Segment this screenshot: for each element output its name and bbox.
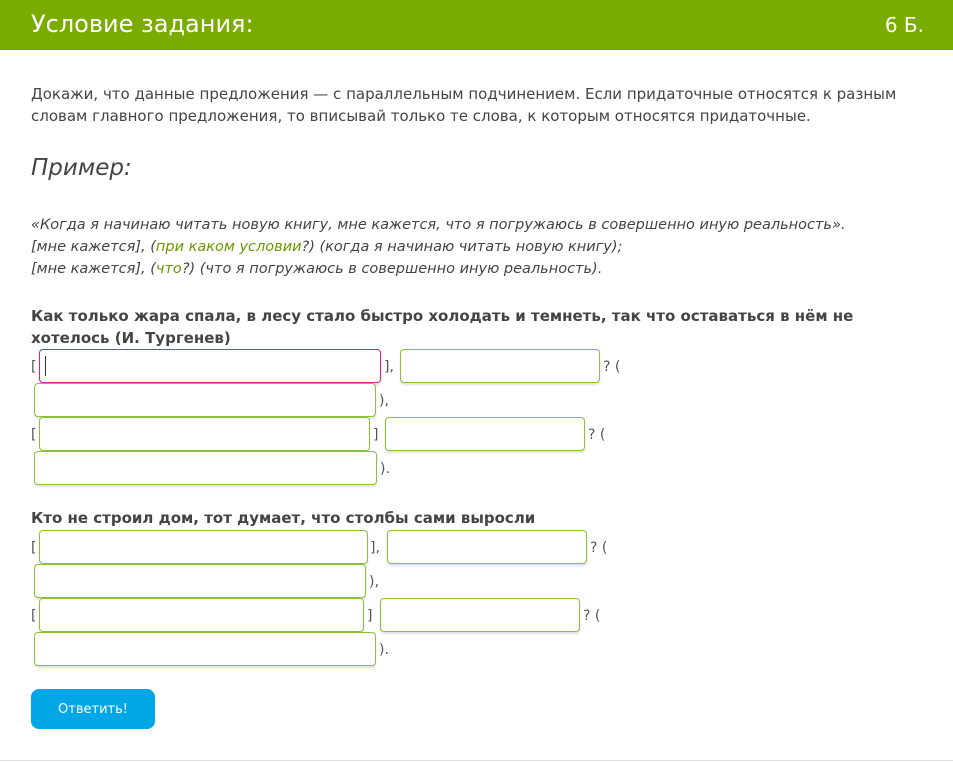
q2-row2-close-bracket: ] xyxy=(367,608,373,624)
q1-row2-open-bracket: [ xyxy=(31,427,37,443)
q1-row1-open-bracket: [ xyxy=(31,359,37,375)
example-block xyxy=(31,214,931,280)
example-line-1-question: при каком условии xyxy=(155,239,302,255)
example-sentence: «Когда я начинаю читать новую книгу, мне кажется, что я погружаюсь в совершенно иную реальность». xyxy=(31,217,846,233)
q2-row1-close-bracket: ], xyxy=(370,540,380,556)
q1-row1-question-mark: ? ( xyxy=(603,359,621,375)
example-heading: Пример: xyxy=(31,155,132,181)
q2-row2-open-bracket: [ xyxy=(31,608,37,624)
q1-row2-end: ). xyxy=(380,461,390,477)
example-line-2-question: что xyxy=(155,261,182,277)
q1-row1-main-clause-input[interactable] xyxy=(39,349,381,383)
q2-row2-main-clause-input[interactable] xyxy=(39,598,364,632)
q1-row1-question-input[interactable] xyxy=(400,349,600,383)
q2-row1-question-input[interactable] xyxy=(387,530,587,564)
task-header xyxy=(0,0,953,50)
question-1-sentence: Как только жара спала, в лесу стало быстро холодать и темнеть, так что оставаться в нём не хотелось (И. Тургенев) xyxy=(31,307,854,347)
q2-row1-end: ), xyxy=(369,574,379,590)
task-title: Условие задания: xyxy=(31,10,254,38)
q2-row2-end: ). xyxy=(379,642,389,658)
task-points: 6 Б. xyxy=(884,13,924,37)
q1-row2-question-input[interactable] xyxy=(385,417,585,451)
q1-row2-question-mark: ? ( xyxy=(588,427,606,443)
q2-row2-question-input[interactable] xyxy=(380,598,580,632)
q2-row1-question-mark: ? ( xyxy=(590,540,608,556)
q1-row1-end: ), xyxy=(379,393,389,409)
divider xyxy=(0,760,953,761)
example-line-1 xyxy=(31,236,931,258)
task-instruction: Докажи, что данные предложения — с параллельным подчинением. Если придаточные относятся к разным словам главного предложения, то вписывай только те слова, к которым относятся придаточные. xyxy=(31,85,897,125)
q2-row1-main-clause-input[interactable] xyxy=(39,530,368,564)
example-line-1-end: ?) (когда я начинаю читать новую книгу); xyxy=(301,239,623,255)
submit-button[interactable]: Ответить! xyxy=(31,689,155,729)
question-2-sentence: Кто не строил дом, тот думает, что столбы сами выросли xyxy=(31,509,536,527)
example-line-2-end: ?) (что я погружаюсь в совершенно иную реальность). xyxy=(181,261,603,277)
q1-row2-subordinate-input[interactable] xyxy=(34,451,377,485)
example-line-2 xyxy=(31,258,931,280)
q2-row1-subordinate-input[interactable] xyxy=(34,564,366,598)
example-line-1-start: [мне кажется], ( xyxy=(31,239,156,255)
q1-row2-close-bracket: ] xyxy=(373,427,379,443)
q2-row2-question-mark: ? ( xyxy=(583,608,601,624)
q2-row1-open-bracket: [ xyxy=(31,540,37,556)
q1-row1-close-bracket: ], xyxy=(384,359,394,375)
q2-row2-subordinate-input[interactable] xyxy=(34,632,376,666)
q1-row2-main-clause-input[interactable] xyxy=(39,417,370,451)
example-line-2-start: [мне кажется], ( xyxy=(31,261,156,277)
q1-row1-subordinate-input[interactable] xyxy=(34,383,376,417)
text-caret xyxy=(45,356,46,376)
